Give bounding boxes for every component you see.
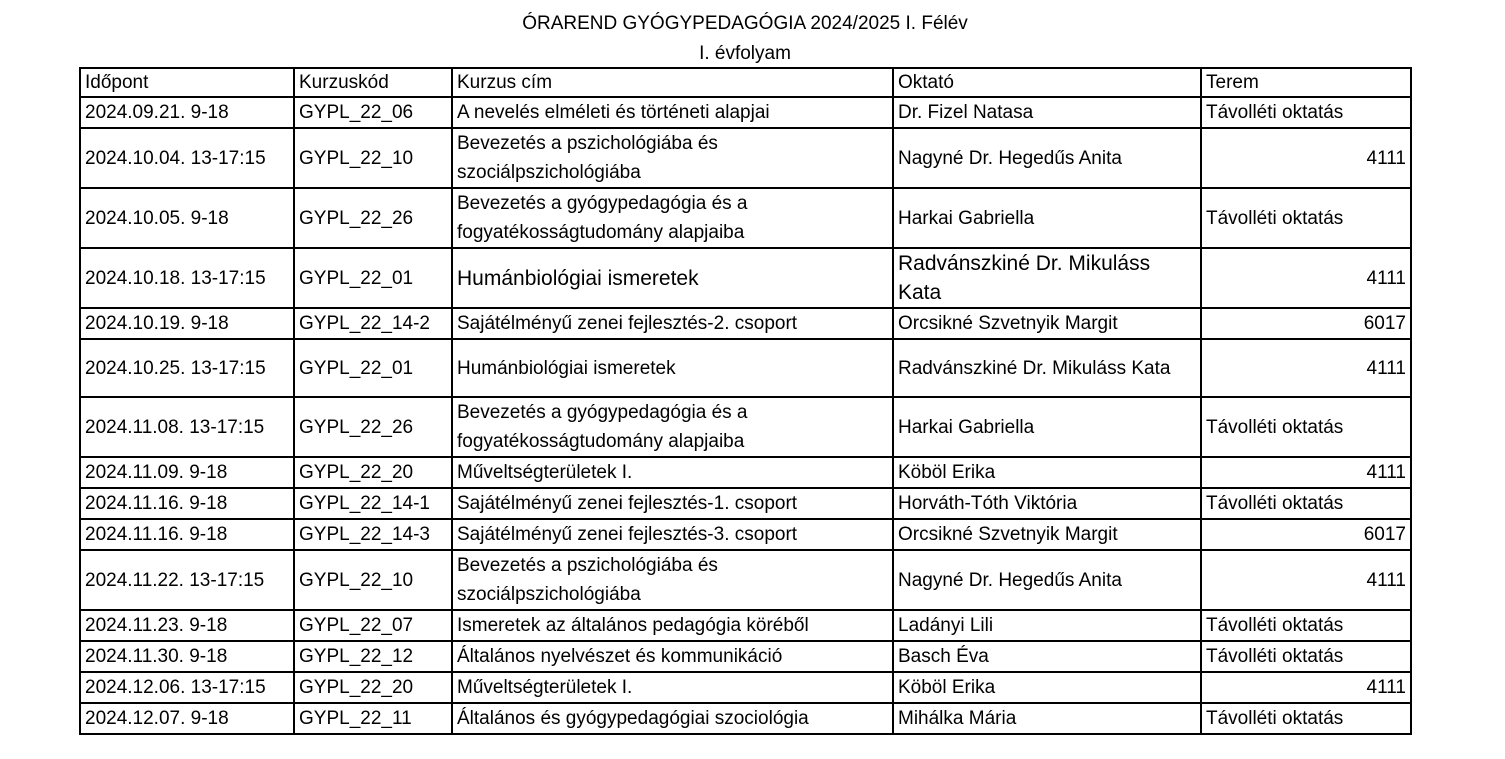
cell-room: Távolléti oktatás [1201, 641, 1411, 672]
cell-room: 4111 [1201, 128, 1411, 188]
cell-title: Sajátélményű zenei fejlesztés-3. csoport [452, 519, 893, 550]
cell-teacher: Harkai Gabriella [893, 188, 1201, 248]
table-row [80, 672, 1411, 703]
cell-time: 2024.10.19. 9-18 [80, 308, 294, 339]
table-row [80, 97, 1411, 128]
column-header-time: Időpont [80, 68, 294, 97]
cell-code: GYPL_22_12 [294, 641, 452, 672]
cell-code: GYPL_22_07 [294, 610, 452, 641]
cell-teacher: Nagyné Dr. Hegedűs Anita [893, 550, 1201, 610]
cell-room: 4111 [1201, 550, 1411, 610]
cell-title: Sajátélményű zenei fejlesztés-1. csoport [452, 488, 893, 519]
cell-teacher: Dr. Fizel Natasa [893, 97, 1201, 128]
cell-teacher: Horváth-Tóth Viktória [893, 488, 1201, 519]
cell-time: 2024.10.18. 13-17:15 [80, 248, 294, 308]
table-row [80, 339, 1411, 397]
cell-code: GYPL_22_20 [294, 672, 452, 703]
cell-teacher: Ladányi Lili [893, 610, 1201, 641]
cell-room: Távolléti oktatás [1201, 188, 1411, 248]
column-header-teacher: Oktató [893, 68, 1201, 97]
schedule-table [79, 67, 1412, 735]
column-header-title: Kurzus cím [452, 68, 893, 97]
cell-title: Bevezetés a gyógypedagógia és a fogyatékosságtudomány alapjaiba [452, 188, 893, 248]
cell-time: 2024.10.25. 13-17:15 [80, 339, 294, 397]
table-row [80, 550, 1411, 610]
cell-teacher: Köböl Erika [893, 672, 1201, 703]
cell-time: 2024.11.08. 13-17:15 [80, 397, 294, 457]
cell-code: GYPL_22_01 [294, 248, 452, 308]
cell-time: 2024.11.16. 9-18 [80, 488, 294, 519]
column-header-code: Kurzuskód [294, 68, 452, 97]
cell-time: 2024.11.30. 9-18 [80, 641, 294, 672]
cell-room: Távolléti oktatás [1201, 488, 1411, 519]
table-row [80, 641, 1411, 672]
cell-teacher: Radvánszkiné Dr. Mikuláss Kata [893, 248, 1201, 308]
cell-time: 2024.11.16. 9-18 [80, 519, 294, 550]
cell-room: 4111 [1201, 339, 1411, 397]
cell-code: GYPL_22_10 [294, 128, 452, 188]
cell-time: 2024.10.04. 13-17:15 [80, 128, 294, 188]
cell-teacher: Nagyné Dr. Hegedűs Anita [893, 128, 1201, 188]
cell-room: 4111 [1201, 672, 1411, 703]
table-row [80, 519, 1411, 550]
cell-teacher: Basch Éva [893, 641, 1201, 672]
cell-teacher: Harkai Gabriella [893, 397, 1201, 457]
cell-code: GYPL_22_01 [294, 339, 452, 397]
cell-teacher: Radvánszkiné Dr. Mikuláss Kata [893, 339, 1201, 397]
cell-room: Távolléti oktatás [1201, 610, 1411, 641]
cell-room: 4111 [1201, 457, 1411, 488]
table-row [80, 703, 1411, 734]
cell-room: 4111 [1201, 248, 1411, 308]
cell-time: 2024.12.06. 13-17:15 [80, 672, 294, 703]
cell-title: A nevelés elméleti és történeti alapjai [452, 97, 893, 128]
cell-time: 2024.11.22. 13-17:15 [80, 550, 294, 610]
cell-teacher: Mihálka Mária [893, 703, 1201, 734]
cell-title: Bevezetés a gyógypedagógia és a fogyatékosságtudomány alapjaiba [452, 397, 893, 457]
cell-room: Távolléti oktatás [1201, 97, 1411, 128]
table-row [80, 248, 1411, 308]
cell-teacher: Orcsikné Szvetnyik Margit [893, 308, 1201, 339]
cell-title: Humánbiológiai ismeretek [452, 339, 893, 397]
table-row [80, 610, 1411, 641]
cell-title: Általános nyelvészet és kommunikáció [452, 641, 893, 672]
table-row [80, 457, 1411, 488]
page-title: ÓRAREND GYÓGYPEDAGÓGIA 2024/2025 I. Félév [522, 13, 968, 34]
cell-title: Bevezetés a pszichológiába és szociálpszichológiába [452, 550, 893, 610]
cell-code: GYPL_22_11 [294, 703, 452, 734]
cell-code: GYPL_22_14-2 [294, 308, 452, 339]
cell-time: 2024.09.21. 9-18 [80, 97, 294, 128]
cell-room: Távolléti oktatás [1201, 703, 1411, 734]
table-row [80, 488, 1411, 519]
header-row [80, 68, 1411, 97]
table-row [80, 308, 1411, 339]
cell-time: 2024.11.23. 9-18 [80, 610, 294, 641]
cell-title: Általános és gyógypedagógiai szociológia [452, 703, 893, 734]
cell-code: GYPL_22_14-1 [294, 488, 452, 519]
table-row [80, 188, 1411, 248]
cell-title: Humánbiológiai ismeretek [452, 248, 893, 308]
cell-code: GYPL_22_10 [294, 550, 452, 610]
column-header-room: Terem [1201, 68, 1411, 97]
table-row [80, 128, 1411, 188]
cell-code: GYPL_22_06 [294, 97, 452, 128]
cell-time: 2024.11.09. 9-18 [80, 457, 294, 488]
cell-teacher: Orcsikné Szvetnyik Margit [893, 519, 1201, 550]
cell-title: Bevezetés a pszichológiába és szociálpszichológiába [452, 128, 893, 188]
cell-time: 2024.12.07. 9-18 [80, 703, 294, 734]
cell-room: 6017 [1201, 519, 1411, 550]
page-subtitle: I. évfolyam [699, 43, 791, 64]
cell-room: 6017 [1201, 308, 1411, 339]
cell-code: GYPL_22_20 [294, 457, 452, 488]
cell-title: Ismeretek az általános pedagógia köréből [452, 610, 893, 641]
cell-code: GYPL_22_26 [294, 397, 452, 457]
cell-teacher: Köböl Erika [893, 457, 1201, 488]
cell-room: Távolléti oktatás [1201, 397, 1411, 457]
table-row [80, 397, 1411, 457]
cell-code: GYPL_22_14-3 [294, 519, 452, 550]
cell-title: Műveltségterületek I. [452, 672, 893, 703]
cell-code: GYPL_22_26 [294, 188, 452, 248]
cell-title: Műveltségterületek I. [452, 457, 893, 488]
cell-title: Sajátélményű zenei fejlesztés-2. csoport [452, 308, 893, 339]
cell-time: 2024.10.05. 9-18 [80, 188, 294, 248]
